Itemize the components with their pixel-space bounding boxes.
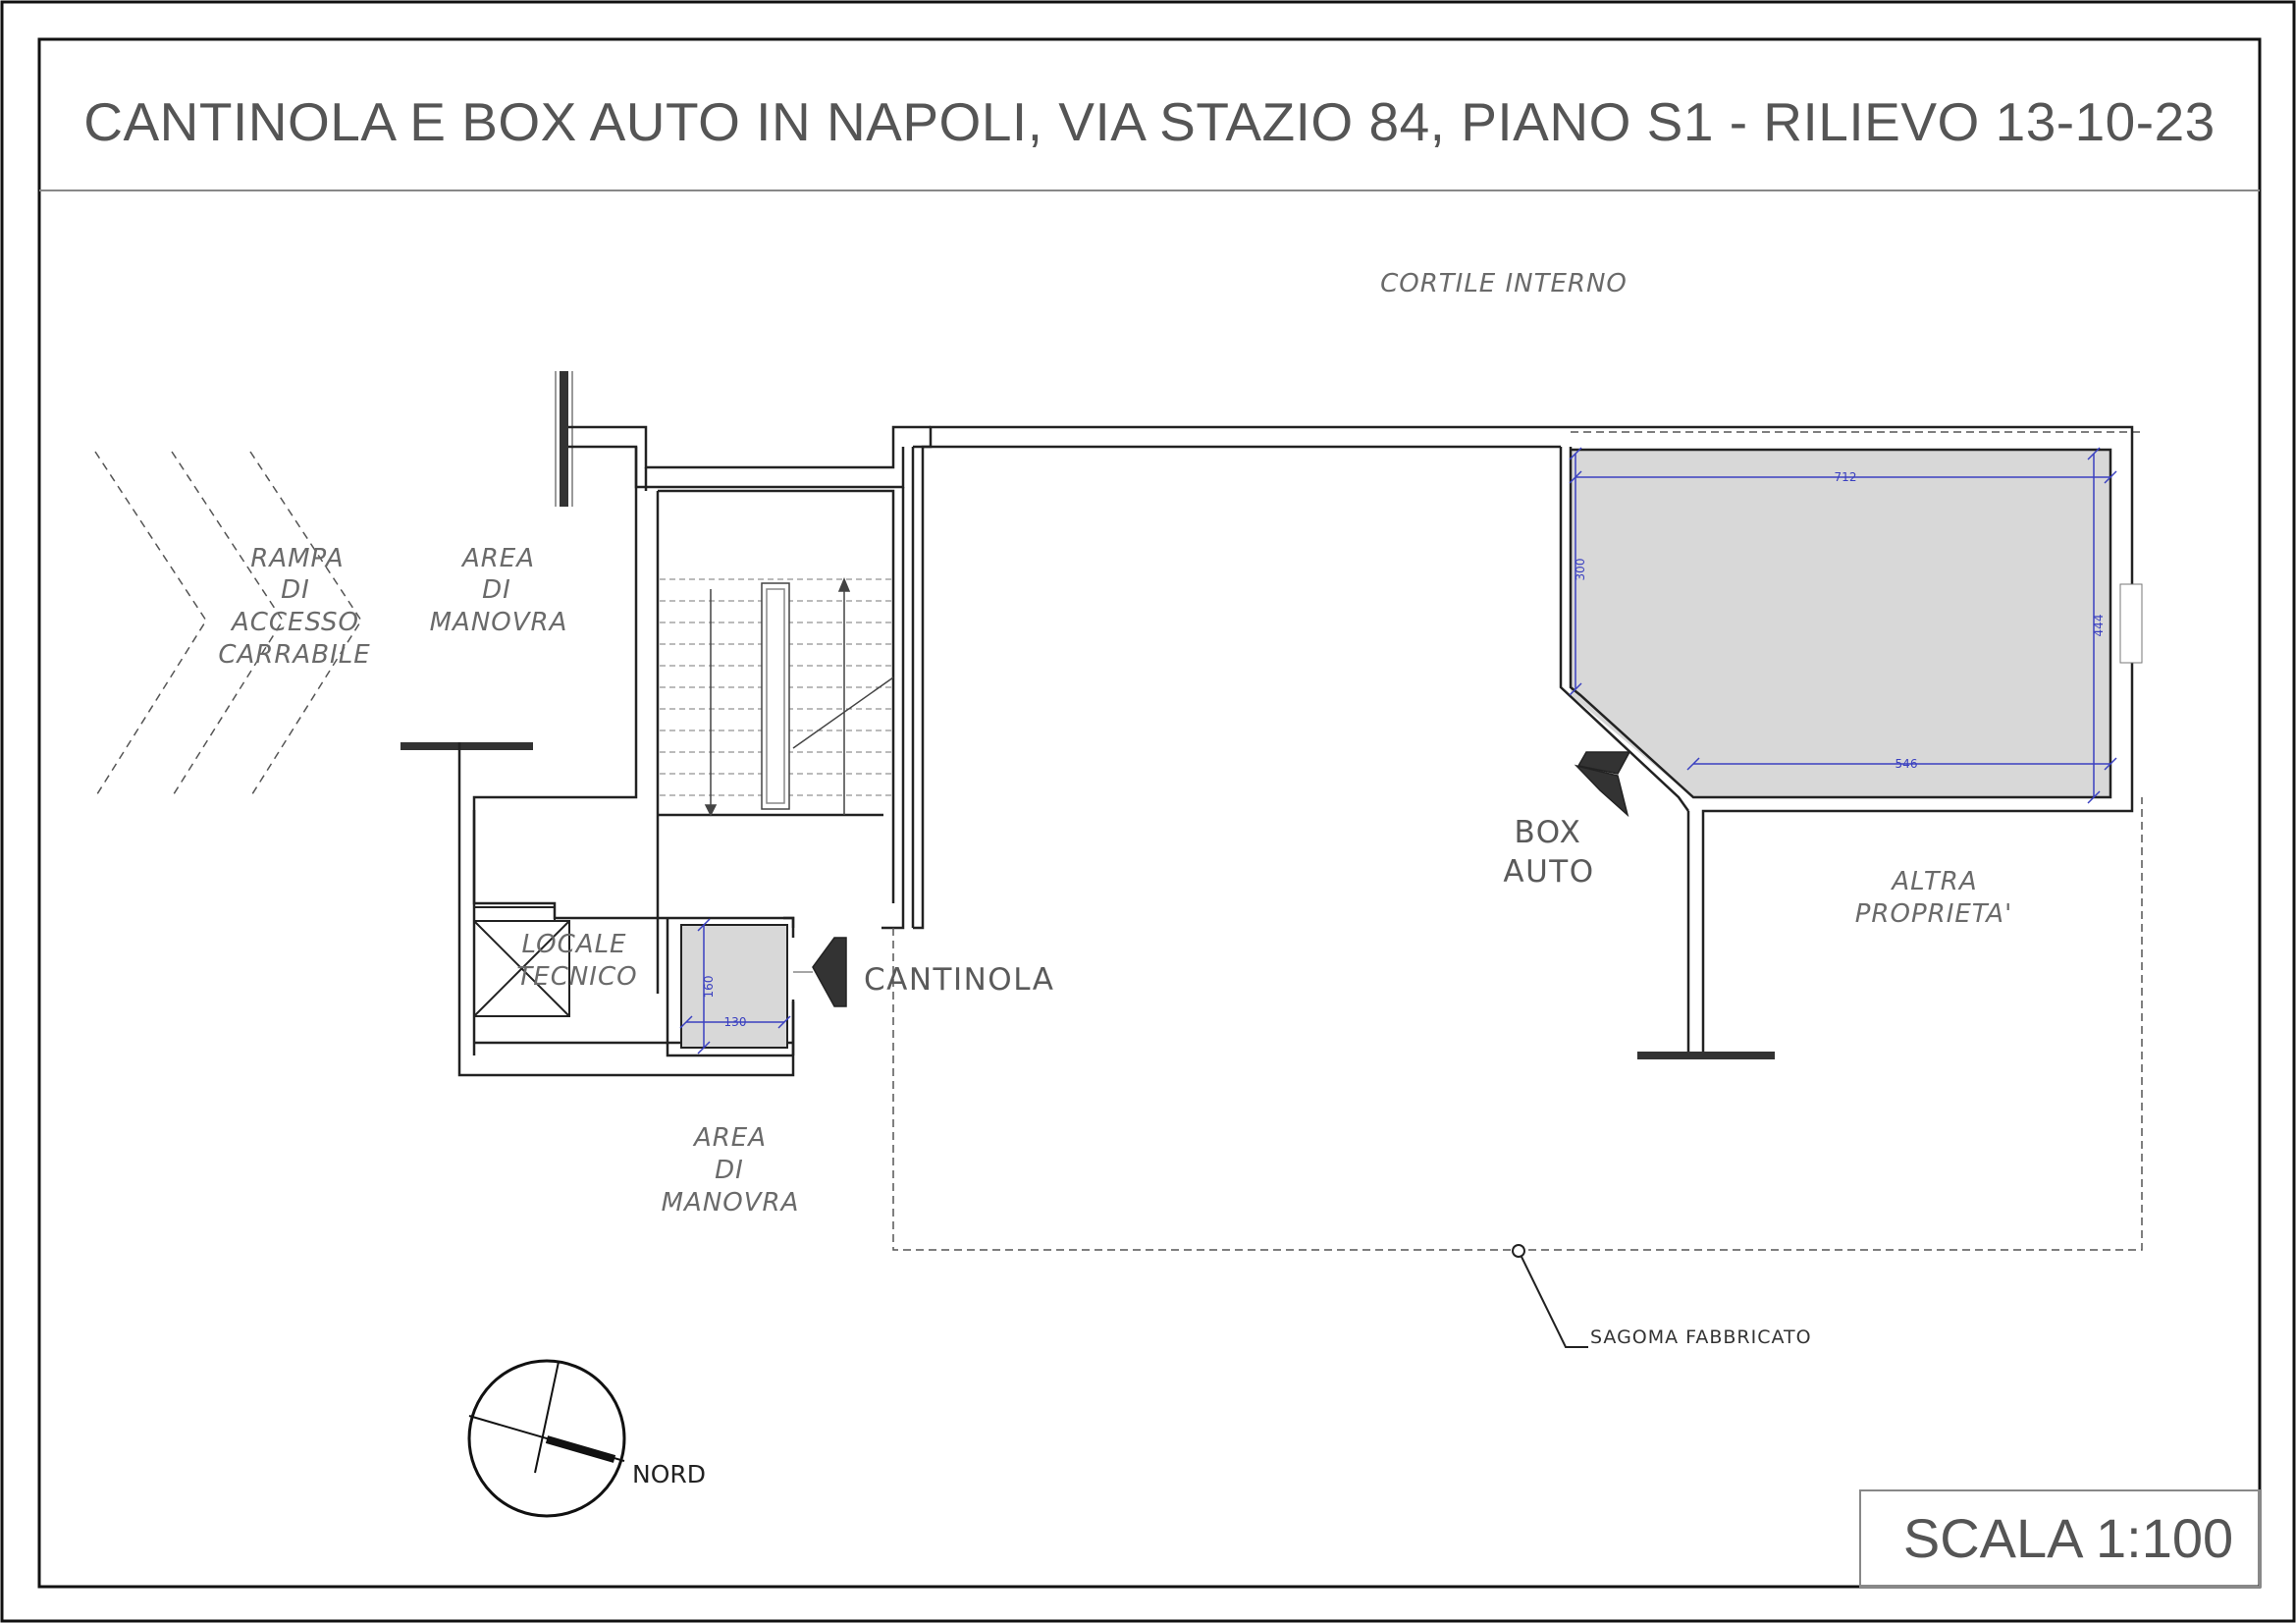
label-box-auto-1: BOX <box>1514 815 1582 850</box>
stair-direction-arrows <box>706 579 893 815</box>
label-area-manovra-bottom-3: MANOVRA <box>661 1188 800 1217</box>
box-entry-marker <box>1576 752 1629 815</box>
label-area-manovra-bottom-1: AREA <box>693 1123 768 1153</box>
label-locale-tecnico-2: TECNICO <box>516 962 638 992</box>
label-locale-tecnico-1: LOCALE <box>521 930 627 959</box>
label-area-manovra-bottom-2: DI <box>715 1156 744 1185</box>
box-window-right <box>2120 584 2142 663</box>
label-altra-proprieta-1: ALTRA <box>1892 867 1978 896</box>
dim-box-top: 712 <box>1834 470 1857 484</box>
box-auto-room <box>1571 450 2110 797</box>
label-altra-proprieta-2: PROPRIETA' <box>1854 899 2013 929</box>
dim-cantinola-height: 160 <box>702 975 716 999</box>
cantinola-entry-marker <box>793 938 846 1006</box>
dim-box-left: 300 <box>1574 558 1587 581</box>
label-rampa-line3: ACCESSO <box>231 608 360 637</box>
north-arrow <box>469 1361 624 1516</box>
label-sagoma-fabbricato: SAGOMA FABBRICATO <box>1590 1326 1812 1348</box>
scale-label: SCALA 1:100 <box>1902 1507 2234 1569</box>
wall-stub-bottom-right <box>1637 1052 1775 1059</box>
drawing-title: CANTINOLA E BOX AUTO IN NAPOLI, VIA STAZIO 84, PIANO S1 - RILIEVO 13-10-23 <box>83 91 2216 152</box>
dim-cantinola-width: 130 <box>723 1015 747 1029</box>
label-cantinola: CANTINOLA <box>864 962 1055 998</box>
dim-box-right: 444 <box>2092 614 2106 637</box>
sheet-inner-border <box>39 39 2260 1587</box>
label-cortile-interno: CORTILE INTERNO <box>1380 269 1628 298</box>
label-area-manovra-top-3: MANOVRA <box>429 608 568 637</box>
main-hall-walls <box>913 427 1561 928</box>
stair-core <box>762 583 789 809</box>
wall-stub-top <box>556 371 572 507</box>
wall-stub-left <box>400 742 533 750</box>
label-rampa-line2: DI <box>281 575 310 605</box>
cantinola-room <box>681 925 787 1048</box>
label-rampa-line1: RAMPA <box>250 544 345 573</box>
label-area-manovra-top-1: AREA <box>461 544 536 573</box>
label-box-auto-2: AUTO <box>1503 854 1595 890</box>
label-area-manovra-top-2: DI <box>482 575 511 605</box>
sagoma-leader <box>1513 1245 1588 1347</box>
label-nord: NORD <box>632 1460 706 1488</box>
dim-box-bottom: 546 <box>1895 757 1918 771</box>
label-rampa-line4: CARRABILE <box>218 640 371 670</box>
